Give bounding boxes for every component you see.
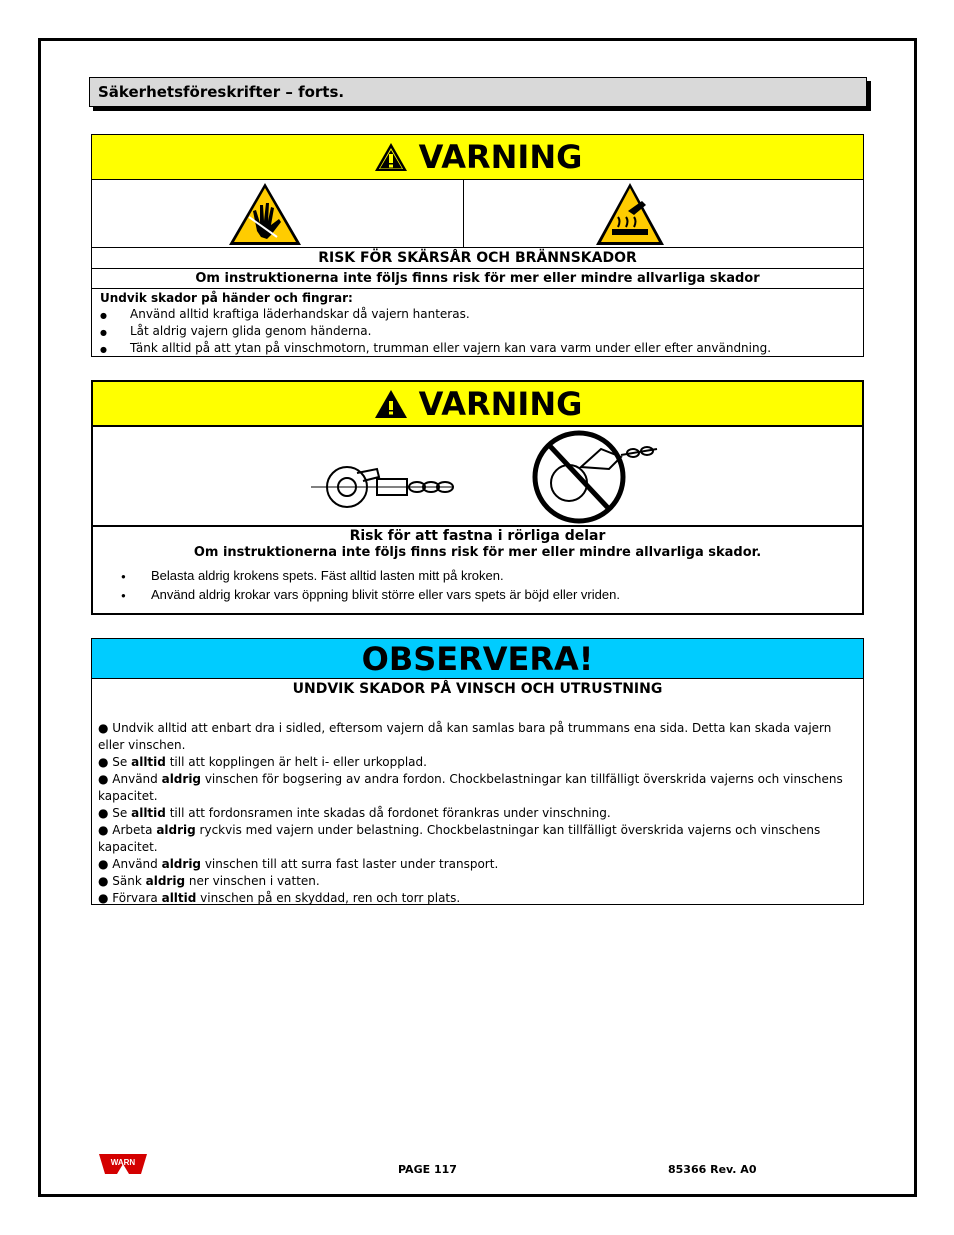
hazard-icon-cell [92, 180, 464, 247]
notice-header [92, 639, 863, 679]
list-item: ● Använd alltid kraftiga läderhandskar då vajern hanteras. [100, 306, 855, 323]
warning-triangle-icon [373, 141, 409, 173]
list-item: ● Använd aldrig krokar vars öppning blivit större eller vars spets är böjd eller vriden. [121, 585, 862, 604]
hazard-icon-cell [464, 180, 863, 247]
warning-title: VARNING [418, 138, 583, 176]
notice-text [92, 698, 863, 907]
risk-title: Risk för att fastna i rörliga delar [349, 528, 606, 544]
list-item: ● Tänk alltid på att ytan på vinschmotorn, trumman eller vajern kan vara varm under eller efter användning. [100, 340, 855, 357]
list-item: ● Använd aldrig vinschen till att surra fast laster under transport. [98, 857, 499, 871]
list-item: ● Förvara alltid vinschen på en skyddad, ren och torr plats. [98, 891, 461, 905]
hand-cut-hazard-icon [227, 181, 303, 247]
risk-title: RISK FÖR SKÄRSÅR OCH BRÄNNSKADOR [92, 248, 863, 269]
warning-body [92, 289, 863, 357]
notice-box [91, 638, 864, 905]
warn-logo [98, 1152, 148, 1176]
list-item: ● Sänk aldrig ner vinschen i vatten. [98, 874, 320, 888]
warning-list [93, 566, 862, 604]
hook-figures [93, 427, 862, 527]
consequence-text: Om instruktionerna inte följs finns risk för mer eller mindre allvarliga skador. [193, 545, 762, 560]
page-number: PAGE 117 [398, 1163, 457, 1176]
hazard-icons-row [92, 180, 863, 248]
hot-surface-hazard-icon [594, 181, 666, 247]
warning-lead: Undvik skador på händer och fingrar: [100, 291, 353, 305]
list-item: ● Låt aldrig vajern glida genom händerna. [100, 323, 855, 340]
list-item: ● Belasta aldrig krokens spets. Fäst alltid lasten mitt på kroken. [121, 566, 862, 585]
consequence-text: Om instruktionerna inte följs finns risk för mer eller mindre allvarliga skador [92, 269, 863, 289]
warning-list [100, 306, 855, 357]
revision: 85366 Rev. A0 [668, 1163, 757, 1176]
warning-header [93, 382, 862, 427]
warning-box-hook [91, 380, 864, 615]
list-item: ● Undvik alltid att enbart dra i sidled, eftersom vajern då kan samlas bara på trummans ena sida. Detta kan skada vajern eller vinschen. [98, 721, 832, 752]
warning-header [92, 135, 863, 180]
list-item: ● Se alltid till att kopplingen är helt i- eller urkopplad. [98, 755, 427, 769]
section-header: Säkerhetsföreskrifter – forts. [89, 77, 867, 107]
list-item: ● Se alltid till att fordonsramen inte skadas då fordonet förankras under vinschning. [98, 806, 611, 820]
list-item: ● Arbeta aldrig ryckvis med vajern under belastning. Chockbelastningar kan tillfälligt överskrida vajerns och vinschens kapacitet. [98, 823, 821, 854]
warning-box-cuts-burns [91, 134, 864, 357]
incorrect-hook-icon [523, 427, 663, 527]
correct-hook-icon [307, 457, 457, 517]
list-item: ● Använd aldrig vinschen för bogsering av andra fordon. Chockbelastningar kan tillfälligt överskrida vajerns och vinschens kapacitet. [98, 772, 843, 803]
notice-subtitle: UNDVIK SKADOR PÅ VINSCH OCH UTRUSTNING [292, 681, 663, 697]
warning-triangle-icon [373, 388, 409, 420]
notice-title: OBSERVERA! [361, 639, 594, 678]
svg-text:WARN: WARN [110, 1158, 136, 1167]
warning-title: VARNING [418, 384, 583, 423]
